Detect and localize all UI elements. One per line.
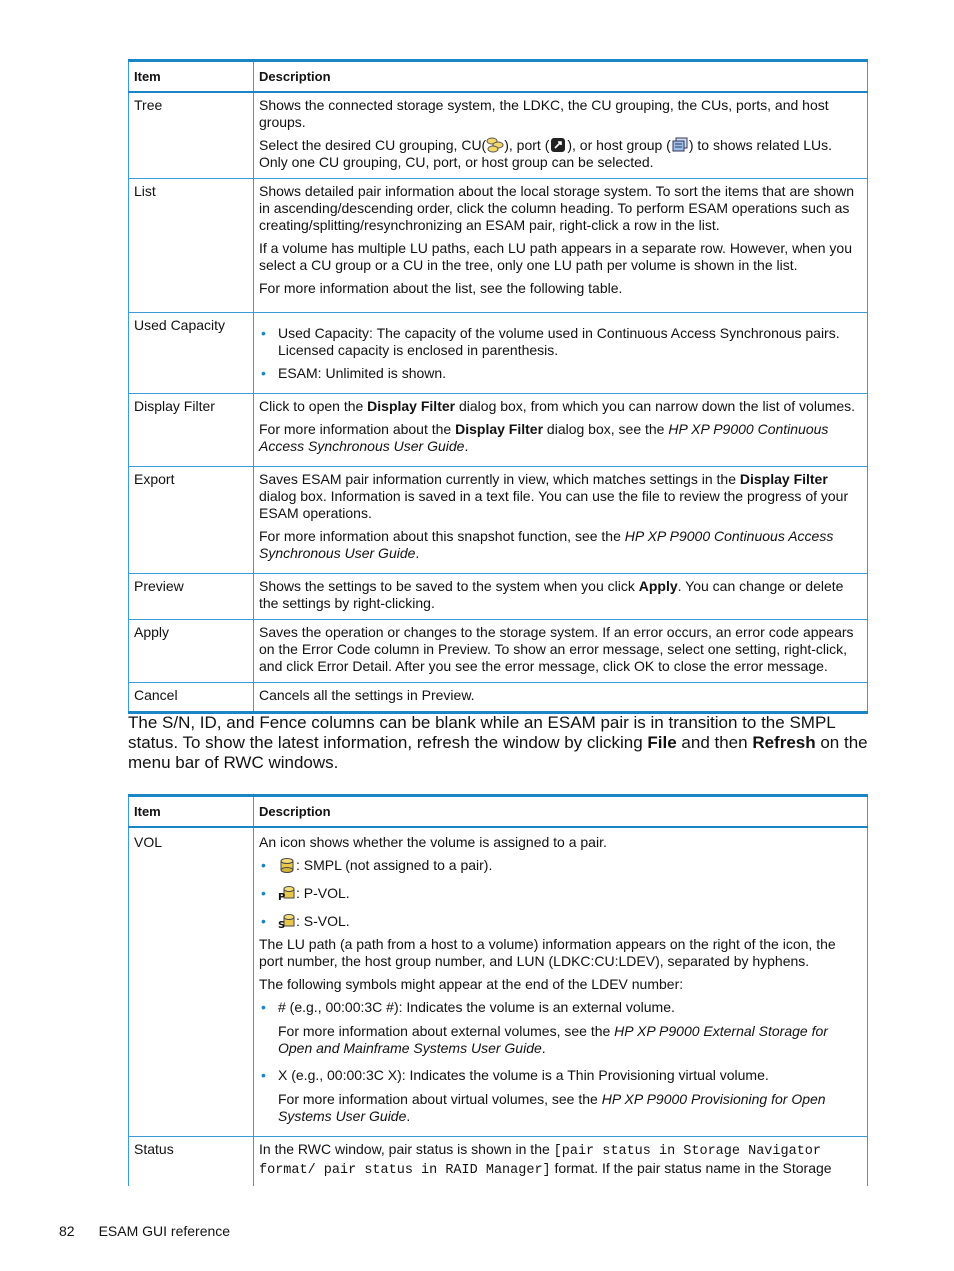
item-cell: Preview bbox=[129, 574, 254, 620]
item-cell: Status bbox=[129, 1137, 254, 1187]
svg-text:S: • S bbox=[278, 920, 286, 929]
item-cell: Cancel bbox=[129, 683, 254, 713]
item-cell: Display Filter bbox=[129, 394, 254, 467]
table-row bbox=[129, 179, 868, 313]
smpl-volume-icon bbox=[278, 857, 296, 873]
description-cell: Saves the operation or changes to the storage system. If an error occurs, an error code appears on the Error Code column in Preview. To show an error message, select one setting, right-click, and click Error Detail. After you see the error message, click OK to close the error message. bbox=[254, 620, 868, 683]
table-row bbox=[129, 683, 868, 713]
table-row bbox=[129, 467, 868, 574]
description-cell: Shows detailed pair information about the local storage system. To sort the items that are shown in ascending/descending order, click the column heading. To perform ESAM operations such as creating/splitting/resynchronizing an ESAM pair, right-click a row in the list. If a volume has multiple LU paths, each LU path appears in a separate row. However, when you select a CU group or a CU in the tree, only one LU path per volume is shown in the list. For more information about the list, see the following table. bbox=[254, 179, 868, 313]
svol-icon bbox=[278, 913, 296, 929]
table-header-row bbox=[129, 796, 868, 828]
description-cell: An icon shows whether the volume is assigned to a pair. • : SMPL (not assigned to a pair). • P : P-VOL. • S : S-VOL. The LU path (a path from a host to a volume) information appears on the right of the icon, the port number, the host group number, and LUN (LDKC:CU:LDEV), separated by hyphens. The following symbols might appear at the end of the LDEV number: • # (e.g., 00:00:3C #): Indicates the volume is an external volume. For more information about external volumes, see the HP XP P9000 External Storage for Open and Mainframe Systems User Guide. • X (e.g., 00:00:3C X): Indicates the volume is a Thin Provisioning virtual volume. For more information about virtual volumes, see the HP XP P9000 Provisioning for Open Systems User Guide. bbox=[254, 827, 868, 1137]
page-footer bbox=[59, 1223, 254, 1239]
list-item: • P : P-VOL. bbox=[278, 885, 862, 902]
list-item: • Used Capacity: The capacity of the volume used in Continuous Access Synchronous pairs. Licensed capacity is enclosed in parenthesis. bbox=[278, 325, 862, 359]
table-header-row bbox=[129, 61, 868, 93]
list-item: • # (e.g., 00:00:3C #): Indicates the volume is an external volume. For more information about external volumes, see the HP XP P9000 External Storage for Open and Mainframe Systems User Guide. bbox=[278, 999, 862, 1057]
table-row bbox=[129, 1137, 868, 1187]
header-description: Description bbox=[254, 61, 868, 93]
list-item: • : SMPL (not assigned to a pair). bbox=[278, 857, 862, 874]
cu-icon bbox=[486, 137, 504, 153]
page-number: 82 bbox=[59, 1223, 75, 1239]
port-icon bbox=[549, 137, 567, 153]
header-description: Description bbox=[254, 796, 868, 828]
description-cell bbox=[254, 313, 868, 394]
table-row bbox=[129, 620, 868, 683]
table-row bbox=[129, 394, 868, 467]
header-item: Item bbox=[129, 61, 254, 93]
list-item: • S : S-VOL. bbox=[278, 913, 862, 930]
table-row bbox=[129, 313, 868, 394]
section-title: ESAM GUI reference bbox=[98, 1223, 231, 1239]
gui-reference-table bbox=[128, 59, 868, 714]
refresh-menu-ref: Refresh bbox=[752, 733, 816, 752]
list-columns-table bbox=[128, 794, 868, 1186]
list-item: • ESAM: Unlimited is shown. bbox=[278, 365, 862, 382]
header-item: Item bbox=[129, 796, 254, 828]
description-cell: Saves ESAM pair information currently in view, which matches settings in the Display Filter dialog box. Information is saved in a text file. You can use the file to review the progress of your ESAM operations. For more information about this snapshot function, see the HP XP P9000 Continuous Access Synchronous User Guide. bbox=[254, 467, 868, 574]
table-row bbox=[129, 92, 868, 179]
description-cell: In the RWC window, pair status is shown in the [pair status in Storage Navigator format/ pair status in RAID Manager] format. If the pair status name in the Storage bbox=[254, 1137, 868, 1187]
host-group-icon bbox=[671, 137, 689, 153]
item-cell: Apply bbox=[129, 620, 254, 683]
description-cell: Click to open the Display Filter dialog box, from which you can narrow down the list of volumes. For more information about the Display Filter dialog box, see the HP XP P9000 Continuous Access Synchronous User Guide. bbox=[254, 394, 868, 467]
item-cell: List bbox=[129, 179, 254, 313]
file-menu-ref: File bbox=[647, 733, 677, 752]
list-item: • X (e.g., 00:00:3C X): Indicates the volume is a Thin Provisioning virtual volume. For more information about virtual volumes, see the HP XP P9000 Provisioning for Open Systems User Guide. bbox=[278, 1067, 862, 1125]
item-cell: Used Capacity bbox=[129, 313, 254, 394]
item-cell: Tree bbox=[129, 92, 254, 179]
table-row bbox=[129, 574, 868, 620]
svg-text:P: • P bbox=[278, 892, 286, 901]
description-cell: Shows the settings to be saved to the system when you click Apply. You can change or delete the settings by right-clicking. bbox=[254, 574, 868, 620]
table-row bbox=[129, 827, 868, 1137]
pvol-icon bbox=[278, 885, 296, 901]
description-cell: Shows the connected storage system, the LDKC, the CU grouping, the CUs, ports, and host groups. Select the desired CU grouping, CU( ), port ( ), or host group ( ) to shows related LUs. Only one CU grouping, CU, port, or host group can be selected. bbox=[254, 92, 868, 179]
body-paragraph: The S/N, ID, and Fence columns can be blank while an ESAM pair is in transition to the SMPL status. To show the latest information, refresh the window by clicking File and then Refresh on the menu bar of RWC windows. bbox=[128, 713, 868, 772]
item-cell: Export bbox=[129, 467, 254, 574]
description-cell: Cancels all the settings in Preview. bbox=[254, 683, 868, 713]
item-cell: VOL bbox=[129, 827, 254, 1137]
